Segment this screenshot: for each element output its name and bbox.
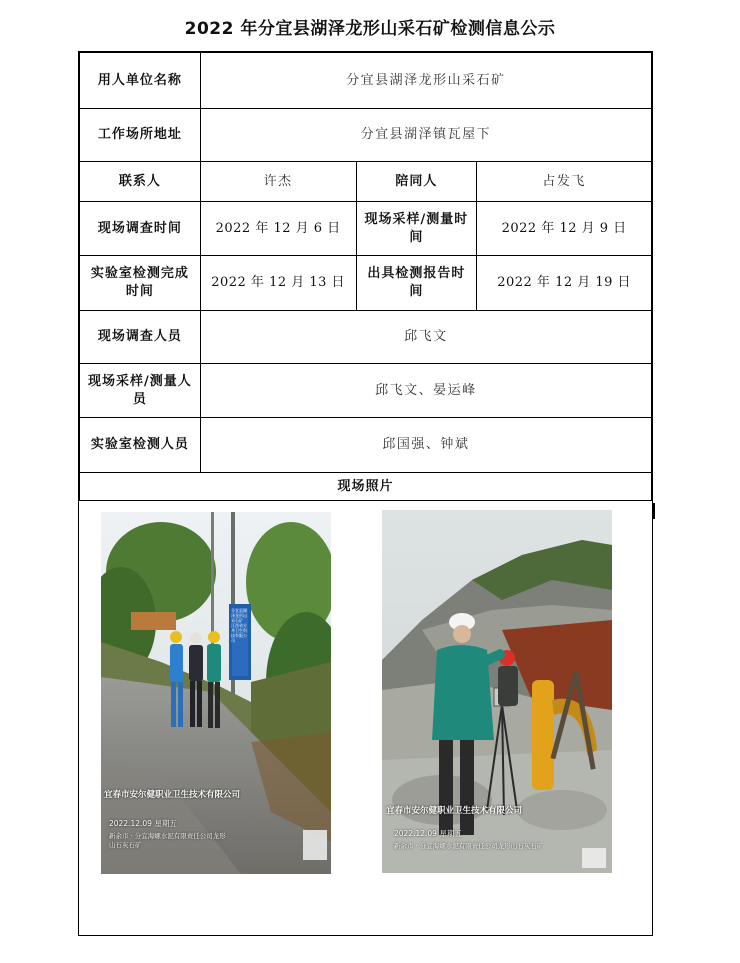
margin-tick-mark [652,503,655,519]
table-row [80,418,652,473]
site-photo-roadside [101,512,331,874]
samplers-label: 现场采样/测量人员 [80,364,201,418]
table-row [80,473,652,501]
info-table [79,52,652,501]
photo1-watermark-date: 2022.12.09 星期五 [109,819,177,828]
contact-value: 许杰 [200,162,356,202]
table-row [80,202,652,256]
sampling-time-label: 现场采样/测量时间 [356,202,477,256]
lab-staff-label: 实验室检测人员 [80,418,201,473]
survey-time-label: 现场调查时间 [80,202,201,256]
photo2-watermark-location: 新余市 · 分宜海螺水泥有限责任公司龙形山石灰石矿 [394,842,544,850]
lab-staff-value: 邱国强、钟斌 [200,418,651,473]
escort-value: 占发飞 [477,162,652,202]
table-row [80,364,652,418]
employer-value: 分宜县湖泽龙形山采石矿 [200,53,651,109]
table-row [80,53,652,109]
photo1-watermark-company: 宜春市安尔健职业卫生技术有限公司 [104,790,241,800]
surveyors-value: 邱飞文 [200,311,651,364]
contact-label: 联系人 [80,162,201,202]
survey-time-value: 2022 年 12 月 6 日 [200,202,356,256]
table-row [80,256,652,311]
surveyors-label: 现场调查人员 [80,311,201,364]
report-time-label: 出具检测报告时间 [356,256,477,311]
lab-done-label: 实验室检测完成时间 [80,256,201,311]
photo1-watermark-location: 新余市 · 分宜海螺水泥有限责任公司龙形山石灰石矿 [109,832,226,849]
site-photo-quarry [382,510,612,873]
address-label: 工作场所地址 [80,109,201,162]
page-title: 2022 年分宜县湖泽龙形山采石矿检测信息公示 [184,19,556,39]
lab-done-value: 2022 年 12 月 13 日 [200,256,356,311]
sampling-time-value: 2022 年 12 月 9 日 [477,202,652,256]
photo1-sign-text: 分宜县湖泽龙形山采石矿 江西省方舟卫生科技有限公司 [231,608,247,643]
address-value: 分宜县湖泽镇瓦屋下 [200,109,651,162]
table-row [80,162,652,202]
photo2-watermark-company: 宜春市安尔健职业卫生技术有限公司 [386,806,523,816]
samplers-value: 邱飞文、晏运峰 [200,364,651,418]
escort-label: 陪同人 [356,162,477,202]
report-time-value: 2022 年 12 月 19 日 [477,256,652,311]
employer-label: 用人单位名称 [80,53,201,109]
photos-header: 现场照片 [80,473,652,501]
table-row [80,311,652,364]
photo2-watermark-date: 2022.12.09 星期五 [394,829,462,838]
quarry-photo-illustration [382,510,612,873]
table-row [80,109,652,162]
